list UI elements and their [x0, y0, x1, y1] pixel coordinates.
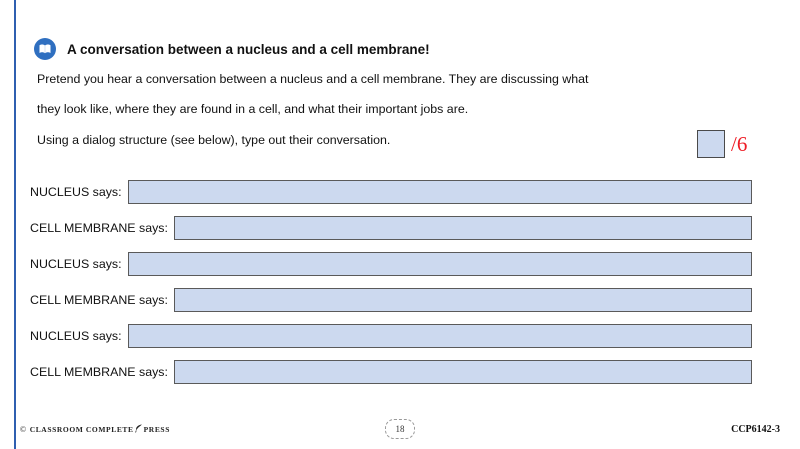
book-icon	[34, 38, 56, 60]
speaker-label: CELL MEMBRANE says:	[30, 293, 168, 307]
speaker-label: NUCLEUS says:	[30, 185, 122, 199]
table-row	[30, 324, 752, 348]
publisher-logo	[20, 424, 170, 435]
leaf-icon	[135, 424, 143, 435]
dialog-input[interactable]	[174, 360, 752, 384]
dialog-input[interactable]	[174, 216, 752, 240]
dialog-input[interactable]	[128, 180, 752, 204]
speaker-label: NUCLEUS says:	[30, 257, 122, 271]
speaker-label: CELL MEMBRANE says:	[30, 221, 168, 235]
activity-title-row	[34, 38, 430, 60]
table-row	[30, 216, 752, 240]
dialog-rows	[30, 180, 752, 396]
instructions-line-2: they look like, where they are found in a cell, and what their important jobs are.	[37, 101, 469, 116]
speaker-label: NUCLEUS says:	[30, 329, 122, 343]
document-code: CCP6142-3	[731, 424, 780, 435]
copyright-icon: ©	[20, 425, 27, 434]
dialog-input[interactable]	[128, 324, 752, 348]
publisher-suffix: PRESS	[143, 425, 170, 434]
score-total-label: /6	[731, 131, 748, 156]
dialog-input[interactable]	[128, 252, 752, 276]
instructions	[37, 72, 737, 163]
instructions-line-3: Using a dialog structure (see below), type out their conversation.	[37, 133, 391, 147]
left-margin-rule	[14, 0, 16, 449]
score-input-box[interactable]	[697, 130, 725, 158]
table-row	[30, 288, 752, 312]
table-row	[30, 360, 752, 384]
page-number: 18	[385, 419, 415, 439]
dialog-input[interactable]	[174, 288, 752, 312]
table-row	[30, 180, 752, 204]
publisher-name: CLASSROOM COMPLETE	[29, 425, 134, 434]
instructions-line-1: Pretend you hear a conversation between a nucleus and a cell membrane. They are discussing what	[37, 72, 589, 86]
speaker-label: CELL MEMBRANE says:	[30, 365, 168, 379]
table-row	[30, 252, 752, 276]
score-area	[697, 130, 747, 158]
page-title: A conversation between a nucleus and a cell membrane!	[67, 41, 430, 57]
